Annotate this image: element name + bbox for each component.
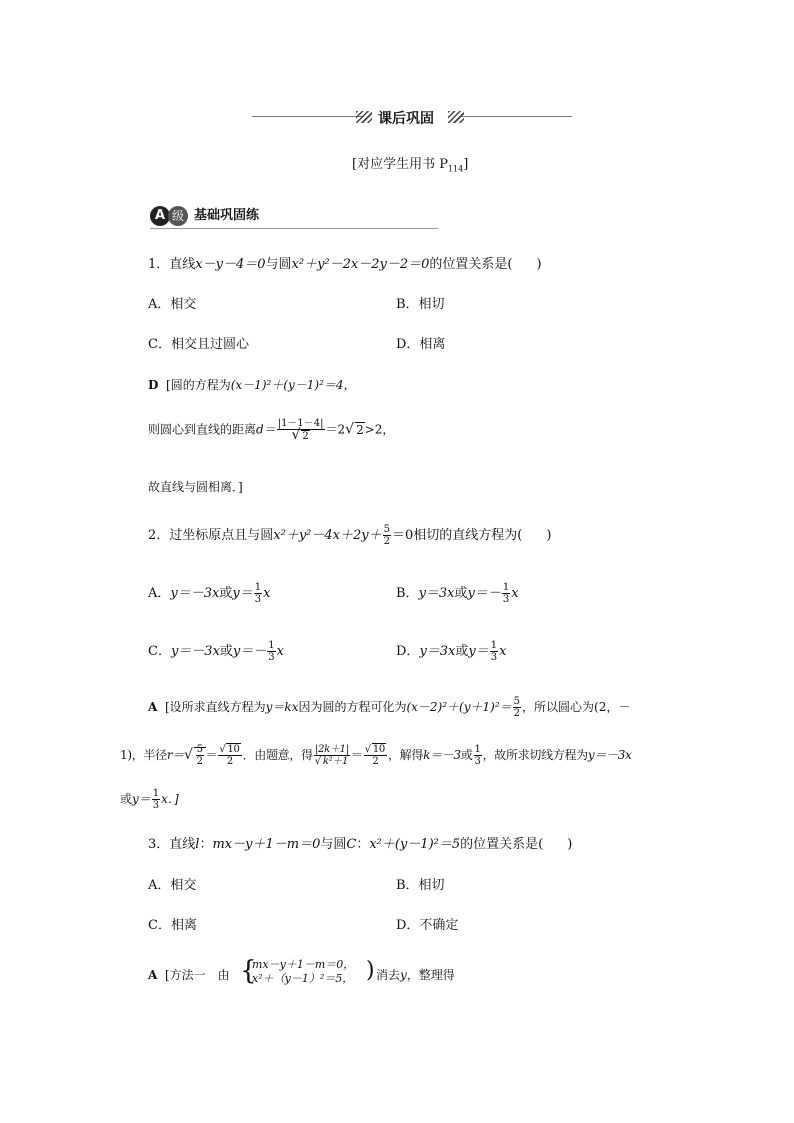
q3-option-d[interactable]: D．不确定	[396, 918, 459, 933]
q1-option-c[interactable]: C．相交且过圆心	[148, 337, 249, 352]
q3-option-a[interactable]: A．相交	[148, 878, 197, 893]
q1-option-d[interactable]: D．相离	[396, 337, 446, 352]
q3-system-eq2: x²＋（y－1）²＝5，	[252, 972, 354, 985]
q2-option-a[interactable]: A．y＝－3x或y＝ $\frac{1}{3}$ x	[148, 582, 271, 605]
q2-answer: A	[148, 700, 158, 714]
q3-option-b[interactable]: B．相切	[396, 878, 445, 893]
section-title: 基础巩固练	[194, 208, 260, 223]
q3-system-brace-right: )	[366, 958, 375, 983]
q2-stem: 2．过坐标原点且与圆x²＋y²－4x＋2y＋ $\frac{5}{2}$ ＝0相切的直线方程为( )	[148, 524, 552, 547]
header-hatch-left	[356, 111, 372, 123]
q1-option-a[interactable]: A．相交	[148, 297, 197, 312]
header-rule-left	[252, 116, 364, 117]
q3-stem: 3．直线l：mx－y＋1－m＝0与圆C：x²＋(y－1)²＝5的位置关系是( )	[148, 837, 573, 852]
q2-option-d[interactable]: D．y＝3x或y＝ $\frac{1}{3}$ x	[396, 640, 507, 663]
q2-option-c[interactable]: C．y＝－3x或y＝－ $\frac{1}{3}$ x	[148, 640, 284, 663]
page-title: 课后巩固	[378, 111, 434, 127]
header-rule-right	[462, 116, 572, 117]
q1-option-b[interactable]: B．相切	[396, 297, 445, 312]
q1-solution-line3: 故直线与圆相离．]	[148, 480, 243, 494]
q1-answer: D	[148, 378, 159, 392]
q2-solution-line1: A [设所求直线方程为y＝kx因为圆的方程可化为(x－2)²＋(y＋1)²＝ $\frac{5}{2}$ ，所以圆心为(2，－	[148, 696, 631, 719]
q3-system-brace-left: {	[240, 956, 257, 986]
q2-option-b[interactable]: B．y＝3x或y＝－ $\frac{1}{3}$ x	[396, 582, 519, 605]
level-badge: A	[150, 206, 170, 226]
book-reference: [对应学生用书 $P_{114}$]	[352, 157, 469, 174]
q1-solution-line1: D [圆的方程为(x－1)²＋(y－1)²＝4，	[148, 378, 356, 392]
level-badge-suffix: 级	[168, 206, 188, 226]
q3-option-c[interactable]: C．相离	[148, 918, 197, 933]
q3-system-eq1: mx－y＋1－m＝0，	[252, 958, 355, 971]
q3-solution-label: A [方法一 由	[148, 968, 230, 982]
section-underline	[150, 228, 438, 229]
q2-solution-line3: 或y＝ $\frac{1}{3}$ x．]	[120, 788, 179, 811]
q1-stem: 1．直线x－y－4＝0与圆x²＋y²－2x－2y－2＝0的位置关系是( )	[148, 257, 542, 272]
q2-solution-line2: 1)，半径r＝√ $\frac{5}{2}$ ＝ $\frac{√ 10}{2}$ ．由题意，得 $\frac{|2k+1|}{\text{√ k²＋1}}$ ＝ $\frac{√ 10}{2}$ ，解得k＝－3或 $\frac{1}{3}$ ，故所求切线方程为y＝－3x	[120, 744, 632, 767]
q3-solution-continuation: 消去y，整理得	[376, 968, 455, 982]
q1-solution-line2: 则圆心到直线的距离d＝ $\frac{|1-1-4|}{√ 2}$ ＝2√ 2>2，	[148, 418, 395, 443]
header-hatch-right	[448, 111, 464, 123]
q3-answer: A	[148, 968, 158, 982]
